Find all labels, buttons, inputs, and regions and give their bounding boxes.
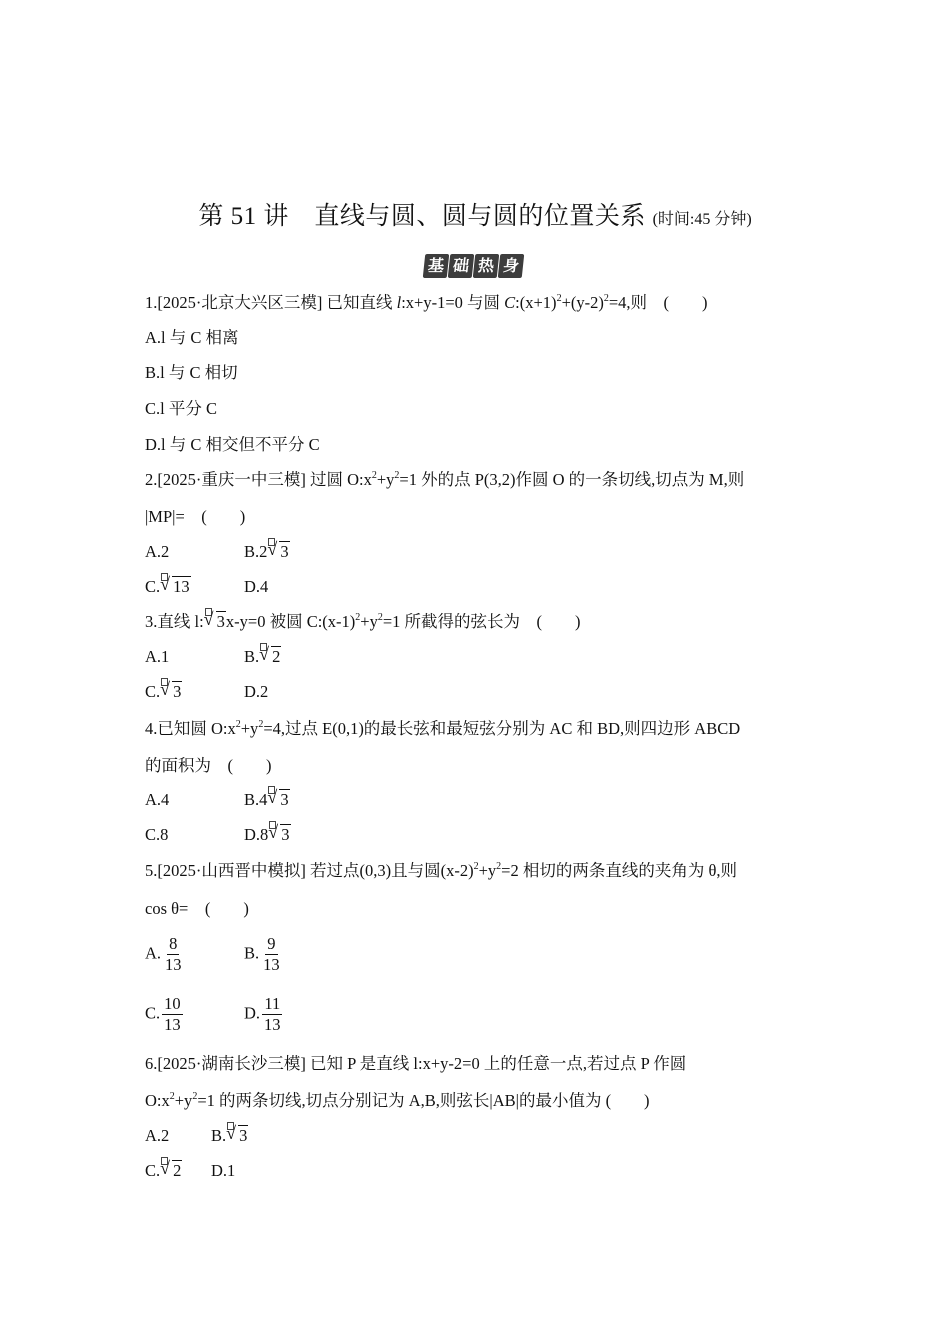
q5-option-c: C. $\frac{10}{13}$ <box>145 994 181 1034</box>
q2-option-c: C. √ 13 <box>145 574 190 596</box>
q5-option-a: A. $\frac{8}{13}$ <box>145 934 182 974</box>
q3-option-c: C. √ 3 <box>145 679 182 701</box>
q3-option-b: B. √ 2 <box>244 644 281 666</box>
q2-option-b: B.2 √ 3 <box>244 539 289 561</box>
q4-option-c: C.8 <box>145 825 169 844</box>
q4-stem-line2: 的面积为 ( ) <box>145 756 272 775</box>
q1-option-c: C.l 平分 C <box>145 399 217 418</box>
q1-option-b: B.l 与 C 相切 <box>145 363 238 382</box>
q2-option-a: A.2 <box>145 542 170 561</box>
q6-option-c: C. √ 2 <box>145 1158 182 1180</box>
q3-option-a: A.1 <box>145 647 170 666</box>
fraction: $\frac{11}{13}$ <box>264 994 281 1034</box>
q1-option-a: A.l 与 C 相离 <box>145 328 239 347</box>
q4-stem-line1: 4.已知圆 $O:x^2+y^2=4$,过点 E(0,1)的最长弦和最短弦分别为 AC 和 BD,则四边形 ABCD <box>145 719 741 738</box>
sqrt-symbol: √ 3 <box>267 787 289 809</box>
badge-char-4: 身 <box>498 254 525 278</box>
q6-stem-line2: $O:x^2+y^2=1$ 的两条切线,切点分别记为 A,B,则弦长|AB|的最小值为 ( ) <box>145 1091 650 1110</box>
q2-stem-line2: |MP|= ( ) <box>145 507 246 526</box>
q5-stem-line2: cos θ= ( ) <box>145 899 249 918</box>
title-time: (时间:45 分钟) <box>652 211 752 228</box>
sqrt-symbol: √ 3 <box>160 679 182 701</box>
q5-option-b: B. $\frac{9}{13}$ <box>244 934 280 974</box>
section-badge <box>424 254 523 278</box>
q6-option-d: D.1 <box>211 1161 236 1180</box>
sqrt-symbol: √ 2 <box>259 644 281 666</box>
q6-stem-line1: 6.[2025·湖南长沙三模] 已知 P 是直线 l:x+y-2=0 上的任意一点,若过点 P 作圆 <box>145 1054 687 1073</box>
sqrt-symbol: √ 3 <box>268 822 290 844</box>
title-main: 第 51 讲 直线与圆、圆与圆的位置关系 <box>198 203 646 230</box>
sqrt-symbol: √ 3 <box>267 539 289 561</box>
fraction: $\frac{10}{13}$ <box>164 994 181 1034</box>
q2-stem-line1: 2.[2025·重庆一中三模] 过圆 $O:x^2+y^2=1$ 外的点 P(3,2)作圆 O 的一条切线,切点为 M,则 <box>145 470 745 489</box>
q2-option-d: D.4 <box>244 577 269 596</box>
badge-char-3: 热 <box>473 254 500 278</box>
badge-char-1: 基 <box>423 254 450 278</box>
badge-char-2: 础 <box>448 254 475 278</box>
q5-option-d: D. $\frac{11}{13}$ <box>244 994 281 1034</box>
q6-option-b: B. √ 3 <box>211 1123 248 1145</box>
q1-option-d: D.l 与 C 相交但不平分 C <box>145 435 320 454</box>
sqrt-symbol: √ 13 <box>160 574 190 596</box>
page-title <box>0 196 950 232</box>
q4-option-a: A.4 <box>145 790 170 809</box>
q4-option-b: B.4 √ 3 <box>244 787 289 809</box>
q1-stem: 1.[2025·北京大兴区三模] 已知直线 l:x+y-1=0 与圆 $C:(x+1)^2+(y-2)^2=4$,则 ( ) <box>145 293 708 312</box>
fraction: $\frac{8}{13}$ <box>165 934 182 974</box>
q6-option-a: A.2 <box>145 1126 170 1145</box>
sqrt-symbol: √ 3 <box>203 609 225 631</box>
q5-stem-line1: 5.[2025·山西晋中模拟] 若过点(0,3)且与圆$(x-2)^2+y^2=2$ 相切的两条直线的夹角为 θ,则 <box>145 861 737 880</box>
q3-stem: 3.直线 l: √ 3x-y=0 被圆 $C:(x-1)^2+y^2=1$ 所截得的弦长为 ( ) <box>145 609 581 631</box>
fraction: $\frac{9}{13}$ <box>263 934 280 974</box>
sqrt-symbol: √ 2 <box>160 1158 182 1180</box>
sqrt-symbol: √ 3 <box>226 1123 248 1145</box>
q3-option-d: D.2 <box>244 682 269 701</box>
q4-option-d: D.8 √ 3 <box>244 822 290 844</box>
